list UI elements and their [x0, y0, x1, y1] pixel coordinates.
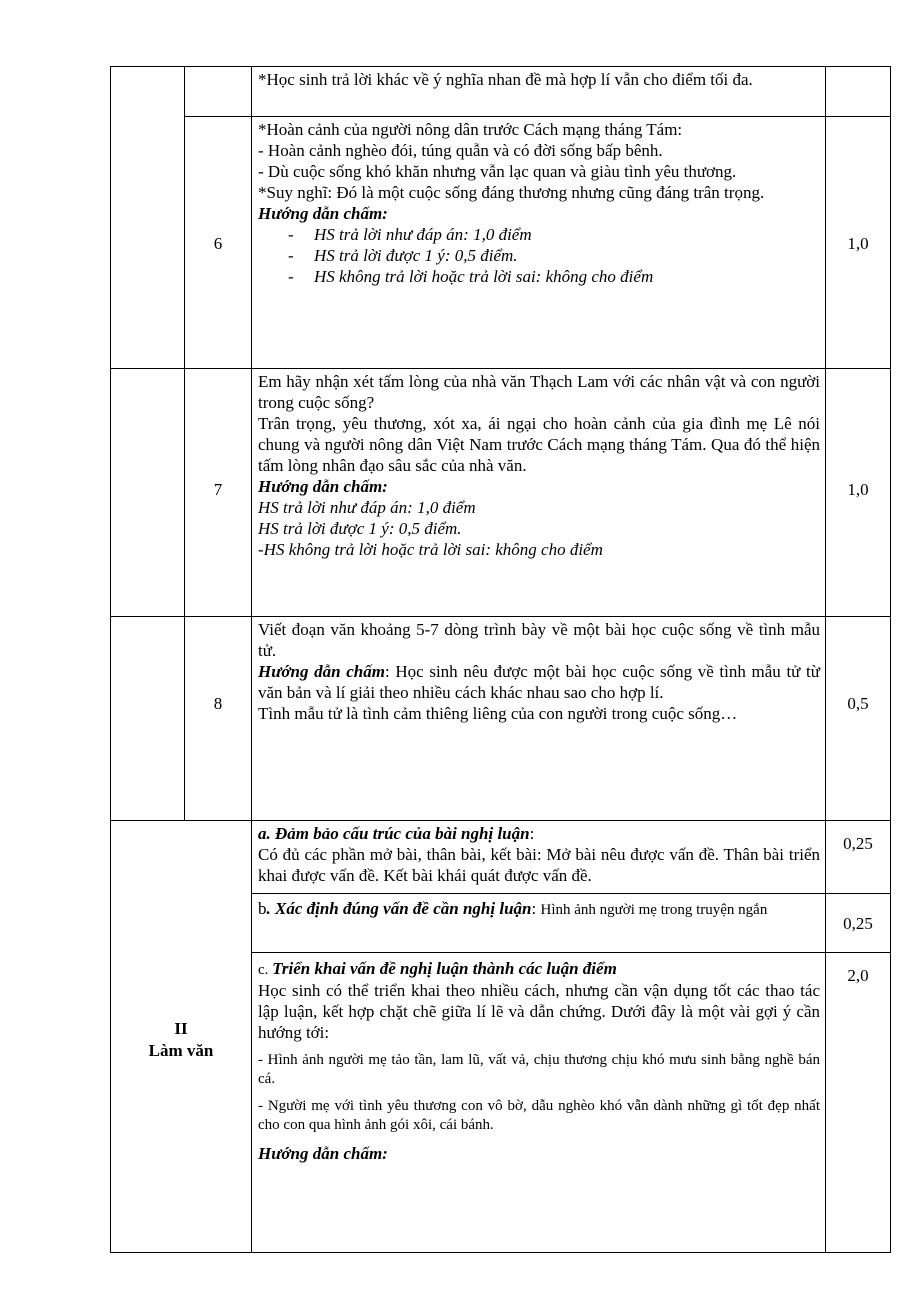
part2-name: Làm văn — [148, 1041, 214, 1060]
part2-label — [112, 1018, 250, 1062]
part2-c-heading — [258, 958, 820, 980]
part2-a-heading — [258, 823, 820, 844]
row6-guide-item: - HS trả lời được 1 ý: 0,5 điểm. — [288, 246, 518, 265]
part2-a-text: Có đủ các phần mở bài, thân bài, kết bài: Mở bài nêu được vấn đề. Thân bài triển khai được vấn đề. Kết bài khái quát được vấn đề. — [258, 845, 820, 885]
part2-b-title: . Xác định đúng vấn đề cần nghị luận — [266, 899, 532, 918]
row-divider-6-7 — [110, 368, 891, 369]
part2-a-title: a. Đảm bảo cấu trúc của bài nghị luận — [258, 824, 530, 843]
row-divider-b-c — [251, 952, 891, 953]
row-divider-5-6 — [184, 116, 891, 117]
question-number-7: 7 — [213, 480, 223, 499]
row6-guide-item: - HS không trả lời hoặc trả lời sai: không cho điểm — [288, 267, 654, 286]
row5-note: *Học sinh trả lời khác về ý nghĩa nhan đề mà hợp lí vẫn cho điểm tối đa. — [258, 70, 753, 89]
part2-c-point-1: - Hình ảnh người mẹ tảo tần, lam lũ, vất vả, chịu thương chịu khó mưu sinh bằng nghề bán cá. — [258, 1052, 820, 1087]
table-border-left — [110, 66, 111, 1252]
row6-line-4: *Suy nghĩ: Đó là một cuộc sống đáng thương nhưng cũng đáng trân trọng. — [258, 183, 765, 202]
table-border-top — [110, 66, 891, 67]
score-q7: 1,0 — [847, 480, 869, 499]
part2-c-title: Triển khai vấn đề nghị luận thành các luận điểm — [272, 959, 617, 978]
row7-guide-title: Hướng dẫn chấm: — [258, 477, 388, 496]
row8-guide — [258, 661, 820, 703]
row7-guide-2: HS trả lời được 1 ý: 0,5 điểm. — [258, 519, 462, 538]
row-divider-a-b — [251, 893, 891, 894]
part2-b-prefix: b — [258, 899, 267, 918]
part2-c-prefix: c. — [258, 962, 273, 978]
row7-question: Em hãy nhận xét tấm lòng của nhà văn Thạch Lam với các nhân vật và con người trong cuộc sống? — [258, 372, 820, 412]
row-divider-7-8 — [110, 616, 891, 617]
part2-roman: II — [174, 1019, 188, 1038]
part2-c-guide-title: Hướng dẫn chấm: — [258, 1144, 388, 1163]
table-border-bottom — [110, 1252, 891, 1253]
row6-guide-title: Hướng dẫn chấm: — [258, 204, 388, 223]
row7-guide-3: -HS không trả lời hoặc trả lời sai: không cho điểm — [258, 540, 603, 559]
row6-guide-item: - HS trả lời như đáp án: 1,0 điểm — [288, 225, 532, 244]
row8-guide-text: : Học sinh nêu được một bài học cuộc sống về tình mẫu tử từ văn bản và lí giải theo nhiều cách khác nhau sao cho hợp lí. — [258, 662, 820, 702]
table-border-content-left — [251, 66, 252, 1252]
row6-line-3: - Dù cuộc sống khó khăn nhưng vẫn lạc quan và giàu tình yêu thương. — [258, 162, 737, 181]
row6-line-2: - Hoàn cảnh nghèo đói, túng quẫn và có đời sống bấp bênh. — [258, 141, 663, 160]
part2-b-content — [258, 898, 820, 920]
row8-guide-title: Hướng dẫn chấm — [258, 662, 385, 681]
part2-a-content — [258, 823, 820, 886]
row-divider-8-part2 — [110, 820, 891, 821]
part2-b-line — [258, 898, 820, 920]
row8-question: Viết đoạn văn khoảng 5-7 dòng trình bày về một bài học cuộc sống về tình mẫu tử. — [258, 620, 820, 660]
part2-a-colon: : — [529, 824, 535, 843]
part2-c-text: Học sinh có thể triển khai theo nhiều cách, nhưng cần vận dụng tốt các thao tác lập luận, kết hợp chặt chẽ giữa lí lẽ và dẫn chứng. Dưới đây là một vài gợi ý cần hướng tới: — [258, 981, 820, 1042]
row8-content — [258, 619, 820, 724]
score-q6: 1,0 — [847, 234, 869, 253]
row7-content — [258, 371, 820, 560]
part2-b-text: Hình ảnh người mẹ trong truyện ngắn — [540, 902, 768, 918]
table-border-right — [890, 66, 891, 1252]
part2-c-content — [258, 958, 820, 1164]
row7-answer: Trân trọng, yêu thương, xót xa, ái ngại cho hoàn cảnh của gia đình mẹ Lê nói chung và người nông dân Việt Nam trước Cách mạng tháng Tám. Qua đó thể hiện tấm lòng nhân đạo sâu sắc của nhà văn. — [258, 414, 820, 475]
score-part2-b: 0,25 — [843, 914, 873, 933]
row6-content — [258, 119, 820, 287]
score-part2-c: 2,0 — [847, 966, 869, 985]
row7-guide-1: HS trả lời như đáp án: 1,0 điểm — [258, 498, 476, 517]
score-q8: 0,5 — [847, 694, 869, 713]
row8-extra: Tình mẫu tử là tình cảm thiêng liêng của con người trong cuộc sống… — [258, 704, 738, 723]
row6-line-1: *Hoàn cảnh của người nông dân trước Cách mạng tháng Tám: — [258, 120, 683, 139]
row5-content — [258, 69, 820, 90]
score-part2-a: 0,25 — [843, 834, 873, 853]
part2-b-colon: : — [531, 899, 541, 918]
row6-guide-list — [258, 224, 820, 287]
question-number-6: 6 — [213, 234, 223, 253]
part2-c-point-2: - Người mẹ với tình yêu thương con vô bờ, dẫu nghèo khó vẫn dành những gì tốt đẹp nhất cho con qua hình ảnh gói xôi, cái bánh. — [258, 1098, 820, 1133]
question-number-8: 8 — [213, 694, 223, 713]
